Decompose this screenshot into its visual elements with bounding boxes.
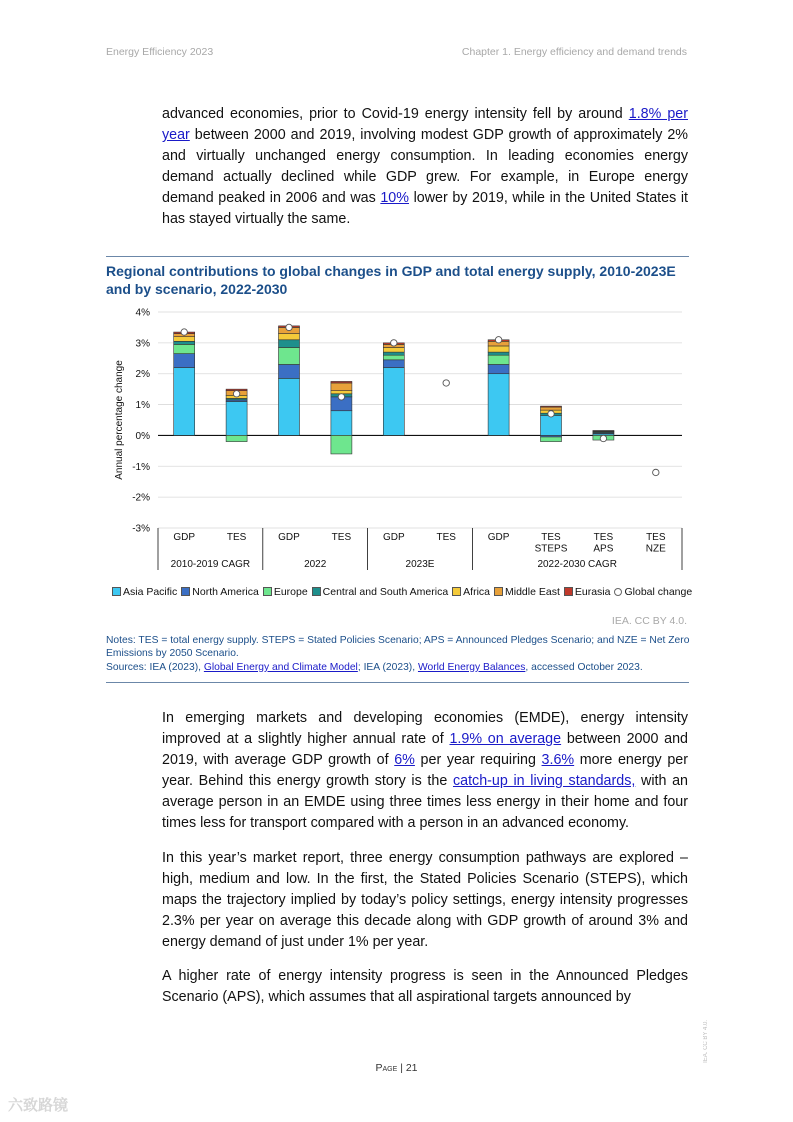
legend-item: [181, 586, 259, 598]
legend-label: Africa: [463, 586, 491, 598]
link-3-6-percent[interactable]: 3.6%: [541, 752, 575, 768]
legend-label: North America: [192, 586, 259, 598]
bar-segment-central-and-south-america: [383, 352, 404, 355]
x-category-label: GDP: [173, 532, 196, 543]
legend-item: [112, 586, 177, 598]
paragraph-text: advanced economies, prior to Covid-19 energy intensity fell by around: [162, 106, 629, 122]
link-catch-up-living-standards[interactable]: catch-up in living standards,: [452, 773, 636, 789]
bar-segment-africa: [174, 337, 195, 342]
x-category-label: TES: [646, 532, 666, 543]
chart-y-axis-title: Annual percentage change: [114, 360, 125, 480]
paragraph-market-report: In this year’s market report, three energy consumption pathways are explored – high, medium and low. In the first, the Stated Policies Scenario (STEPS), which maps the trajectory implied by today’s policy settings, energy intensity progresses 2.3% per year on average this decade along with GDP growth of around 3% and energy demand of just under 1% per year.: [162, 850, 688, 950]
figure-top-rule: [106, 256, 689, 257]
bar-segment-europe: [383, 355, 404, 360]
global-change-marker: [548, 411, 554, 417]
regional-contributions-chart: [100, 300, 690, 580]
bar-segment-africa: [279, 334, 300, 340]
legend-label: Europe: [273, 586, 308, 598]
bar-segment-europe: [226, 435, 247, 441]
legend-item: [452, 586, 490, 598]
figure-credit: IEA. CC BY 4.0.: [611, 615, 687, 627]
y-tick-label: 1%: [135, 400, 150, 412]
legend-label: Asia Pacific: [123, 586, 178, 598]
legend-swatch: [263, 587, 272, 596]
x-category-label: APS: [593, 543, 614, 555]
chart-y-axis-labels: [132, 308, 150, 535]
bar-segment-europe: [488, 355, 509, 364]
bar-segment-asia-pacific: [541, 415, 562, 435]
bar-segment-asia-pacific: [279, 378, 300, 435]
bar-segment-asia-pacific: [174, 368, 195, 436]
legend-item: [614, 586, 692, 598]
bar-segment-eurasia: [541, 406, 562, 407]
bar-segment-europe: [331, 435, 352, 454]
global-change-marker: [391, 340, 397, 346]
paragraph-text: between 2000 and 2019, involving modest GDP growth of approximately 2% and virtually unchanged energy consumption. In leading economies energy demand actually declined while GDP grew. For example, in Europe energy demand peaked in 2006 and was: [162, 127, 688, 206]
paragraph-text: with an average person in an EMDE using three times less energy in their home and four times less for transport compared with a person in an advanced economy.: [162, 773, 688, 831]
legend-swatch: [494, 587, 503, 596]
x-category-label: TES: [593, 532, 614, 543]
x-category-label: GDP: [487, 532, 510, 543]
x-group-label: 2023E: [405, 559, 435, 570]
legend-label: Eurasia: [574, 586, 611, 598]
figure-bottom-rule: [106, 682, 689, 683]
y-tick-label: -3%: [132, 523, 150, 535]
figure-notes: [106, 635, 691, 675]
bar-segment-north-america: [383, 360, 404, 368]
bar-segment-asia-pacific: [488, 374, 509, 436]
legend-label: Global change: [624, 586, 693, 598]
legend-item: [564, 586, 611, 598]
legend-swatch: [564, 587, 573, 596]
bar-segment-north-america: [174, 354, 195, 368]
global-change-marker: [233, 391, 239, 397]
x-group-label: 2022-2030 CAGR: [537, 559, 617, 570]
legend-swatch: [452, 587, 461, 596]
page-footer: [0, 1062, 793, 1074]
legend-swatch: [614, 588, 622, 596]
chart-global-change-markers: [181, 324, 659, 475]
paragraph-advanced-economies: [162, 104, 688, 230]
paragraph-text: per year requiring: [414, 752, 542, 768]
x-category-label: TES: [331, 532, 352, 543]
bar-segment-central-and-south-america: [174, 341, 195, 344]
link-global-energy-climate-model[interactable]: Global Energy and Climate Model: [203, 662, 358, 673]
legend-label: Central and South America: [322, 586, 449, 598]
x-category-label: NZE: [645, 543, 666, 555]
bar-segment-europe: [279, 347, 300, 364]
chart-x-axis-labels: [171, 532, 666, 570]
x-group-label: 2022: [304, 559, 327, 570]
y-tick-label: 3%: [135, 338, 150, 350]
paragraph-aps: A higher rate of energy intensity progress is seen in the Announced Pledges Scenario (APS), which assumes that all aspirational targets announced by: [162, 968, 688, 1005]
sources-suffix: , accessed October 2023.: [525, 662, 643, 673]
sources-text: [106, 662, 691, 675]
x-group-label: 2010-2019 CAGR: [170, 559, 251, 570]
link-1-9-on-average[interactable]: 1.9% on average: [449, 731, 562, 747]
x-category-label: TES: [436, 532, 456, 543]
bar-segment-europe: [174, 344, 195, 353]
page-separator: |: [400, 1062, 406, 1074]
paragraph-text: In emerging markets and developing economies (EMDE), energy intensity improved at a slightly higher annual rate of: [162, 710, 688, 747]
bar-segment-north-america: [279, 364, 300, 378]
legend-swatch: [312, 587, 321, 596]
running-header-left: Energy Efficiency 2023: [106, 46, 214, 58]
global-change-marker: [181, 329, 187, 335]
bar-segment-eurasia: [593, 430, 614, 431]
global-change-marker: [653, 469, 659, 475]
legend-label: Middle East: [505, 586, 560, 598]
paragraph-text: lower by 2019, while in the United States it has stayed virtually the same.: [162, 190, 688, 227]
global-change-marker: [495, 337, 501, 343]
bar-segment-africa: [383, 347, 404, 352]
page-number: 21: [405, 1062, 418, 1074]
bar-segment-asia-pacific: [383, 368, 404, 436]
running-header-right: Chapter 1. Energy efficiency and demand trends: [461, 46, 687, 58]
bar-segment-europe: [541, 437, 562, 442]
legend-swatch: [112, 587, 121, 596]
bar-segment-north-america: [488, 364, 509, 373]
page-label: Page: [375, 1062, 398, 1074]
y-tick-label: 2%: [135, 369, 150, 381]
bar-segment-asia-pacific: [226, 401, 247, 435]
legend-item: [312, 586, 449, 598]
figure-title: Regional contributions to global changes in GDP and total energy supply, 2010-2023E and by scenario, 2022-2030: [106, 263, 676, 297]
sources-prefix: Sources: IEA (2023),: [106, 662, 204, 673]
x-category-label: GDP: [382, 532, 405, 543]
bar-segment-central-and-south-america: [488, 352, 509, 355]
global-change-marker: [338, 394, 344, 400]
bar-segment-eurasia: [331, 381, 352, 383]
bar-segment-africa: [488, 346, 509, 352]
y-tick-label: -2%: [132, 492, 150, 504]
bar-segment-asia-pacific: [331, 411, 352, 436]
link-1-8-per-year[interactable]: 1.8% per year: [162, 106, 688, 143]
y-tick-label: -1%: [132, 461, 150, 473]
watermark-logo: 六致路镜: [8, 1097, 69, 1114]
link-world-energy-balances[interactable]: World Energy Balances: [417, 662, 526, 673]
paragraph-text: more energy per year. Behind this energy growth story is the: [162, 752, 688, 789]
side-credit: IEA. CC BY 4.0.: [703, 1020, 709, 1063]
sources-mid: ; IEA (2023),: [357, 662, 418, 673]
y-tick-label: 4%: [135, 307, 150, 319]
legend-item: [494, 586, 560, 598]
legend-item: [263, 586, 308, 598]
x-category-label: TES: [226, 532, 247, 543]
x-category-label: STEPS: [534, 543, 568, 555]
link-10-percent[interactable]: 10%: [380, 190, 409, 206]
link-6-percent[interactable]: 6%: [394, 752, 415, 768]
x-category-label: TES: [541, 532, 561, 543]
bar-segment-middle-east: [541, 407, 562, 410]
paragraph-emde: [162, 708, 688, 834]
notes-text: Notes: TES = total energy supply. STEPS = Stated Policies Scenario; APS = Announced Pledges Scenario; and NZE = Net Zero Emissions by 2050 Scenario.: [106, 635, 690, 659]
y-tick-label: 0%: [135, 430, 150, 442]
global-change-marker: [600, 435, 606, 441]
chart-legend: [112, 586, 696, 598]
legend-swatch: [181, 587, 190, 596]
x-category-label: GDP: [278, 532, 300, 543]
bar-segment-central-and-south-america: [279, 340, 300, 348]
paragraph-text: between 2000 and 2019, with average GDP growth of: [162, 731, 688, 768]
bar-segment-middle-east: [331, 383, 352, 391]
global-change-marker: [443, 380, 449, 386]
global-change-marker: [286, 324, 292, 330]
